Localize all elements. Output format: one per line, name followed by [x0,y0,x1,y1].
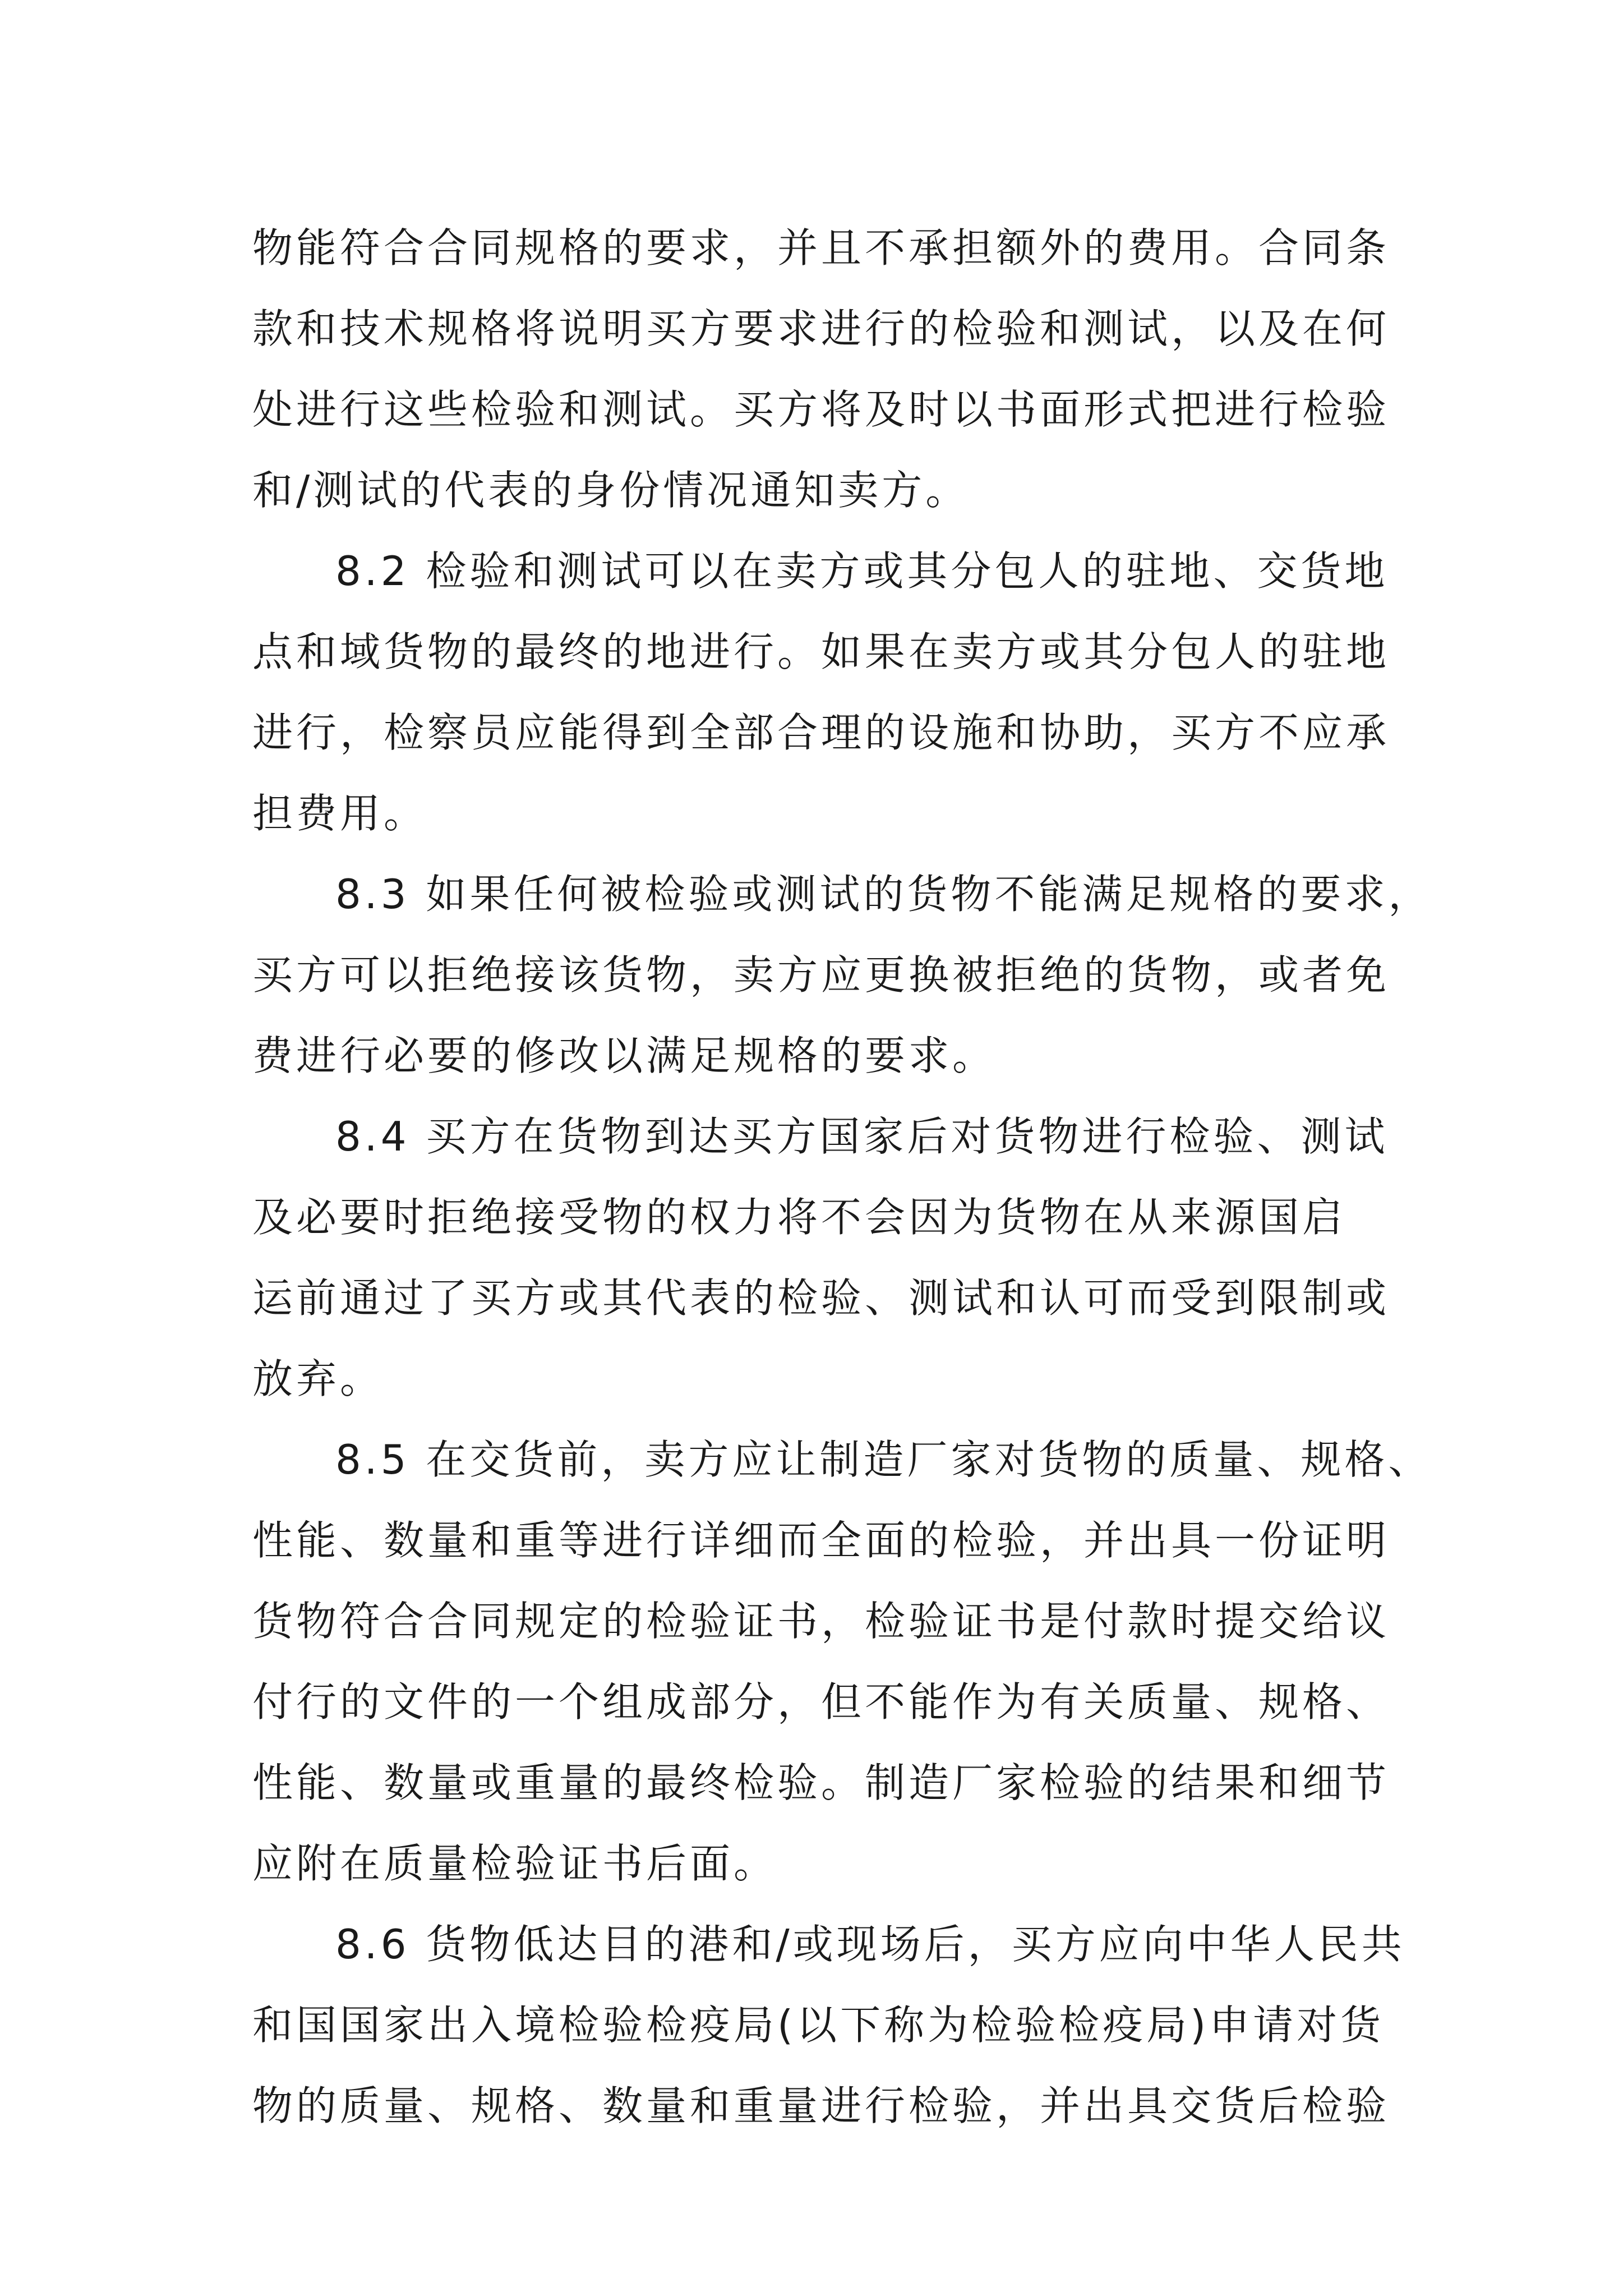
text-line: 性能、数量和重等进行详细而全面的检验，并出具一份证明 [252,1517,1390,1564]
text-line: 物能符合合同规格的要求，并且不承担额外的费用。合同条 [252,224,1390,272]
paragraph-first-line: 8.5 在交货前，卖方应让制造厂家对货物的质量、规格、 [335,1436,1432,1483]
text-line: 和国国家出入境检验检疫局(以下称为检验检疫局)申请对货 [252,2001,1385,2049]
paragraph-first-line: 8.3 如果任何被检验或测试的货物不能满足规格的要求， [335,871,1432,918]
document-body [252,208,1432,2146]
text-line: 买方可以拒绝接该货物，卖方应更换被拒绝的货物，或者免 [252,951,1390,999]
text-line: 点和域货物的最终的地进行。如果在卖方或其分包人的驻地 [252,628,1390,675]
text-line: 担费用。 [252,790,428,837]
text-line: 处进行这些检验和测试。买方将及时以书面形式把进行检验 [252,386,1390,433]
text-line: 性能、数量或重量的最终检验。制造厂家检验的结果和细节 [252,1759,1390,1806]
text-line: 进行，检察员应能得到全部合理的设施和协助，买方不应承 [252,709,1390,756]
text-line: 付行的文件的一个组成部分，但不能作为有关质量、规格、 [252,1678,1390,1726]
text-line: 和/测试的代表的身份情况通知卖方。 [252,467,970,514]
text-line: 物的质量、规格、数量和重量进行检验，并出具交货后检验 [252,2082,1390,2129]
text-line: 款和技术规格将说明买方要求进行的检验和测试，以及在何 [252,305,1390,352]
paragraph-first-line: 8.6 货物低达目的港和/或现场后，买方应向中华人民共 [335,1921,1405,1968]
text-line: 运前通过了买方或其代表的检验、测试和认可而受到限制或 [252,1274,1390,1322]
text-line: 应附在质量检验证书后面。 [252,1840,778,1887]
text-line: 费进行必要的修改以满足规格的要求。 [252,1032,997,1079]
text-line: 货物符合合同规定的检验证书，检验证书是付款时提交给议 [252,1598,1390,1645]
text-line: 及必要时拒绝接受物的权力将不会因为货物在从来源国启 [252,1194,1347,1241]
paragraph-first-line: 8.2 检验和测试可以在卖方或其分包人的驻地、交货地 [335,547,1389,595]
text-line: 放弃。 [252,1355,384,1402]
paragraph-first-line: 8.4 买方在货物到达买方国家后对货物进行检验、测试 [335,1113,1389,1160]
